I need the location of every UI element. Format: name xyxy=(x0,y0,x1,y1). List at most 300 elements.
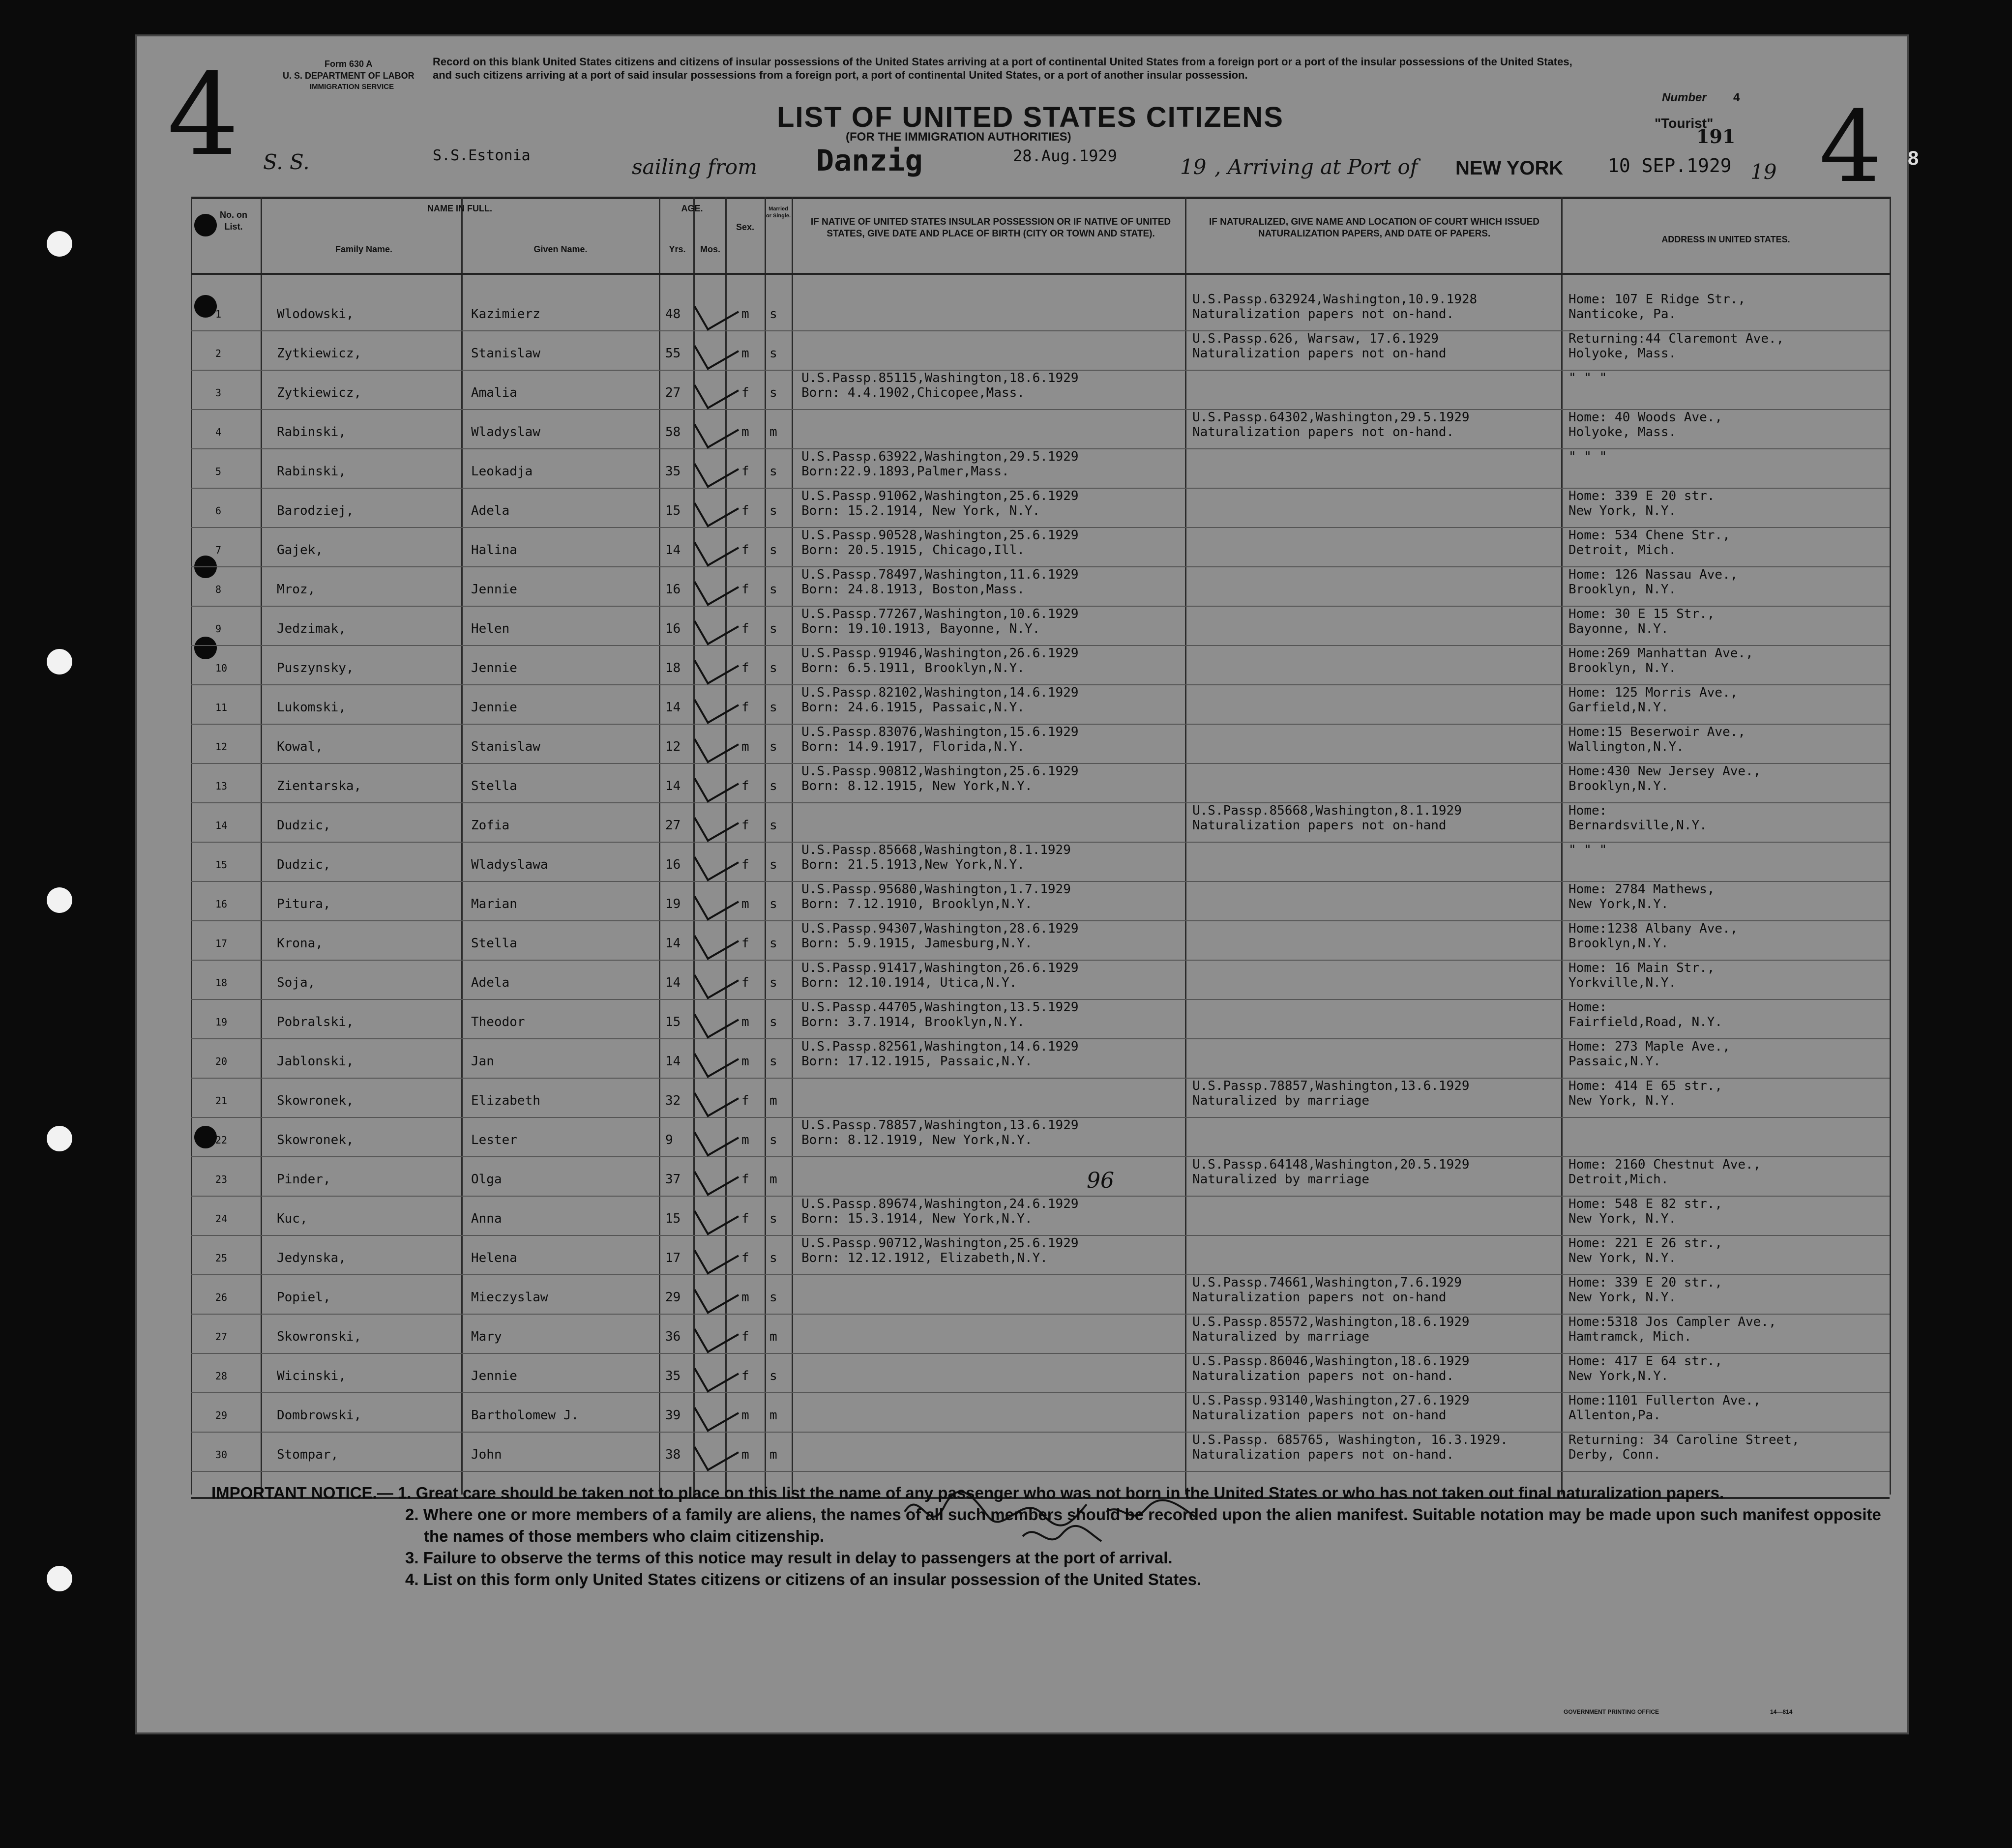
row-no: 22 xyxy=(215,1134,228,1146)
page-marker-right: 4 xyxy=(1819,90,1882,205)
address-line-2: New York, N.Y. xyxy=(1568,503,1677,518)
notice-item-4: 4. List on this form only United States citizens or citizens of an insular possession of the United States. xyxy=(405,1570,1202,1588)
address-line-1: Home:430 New Jersey Ave., xyxy=(1568,764,1761,779)
row-no: 4 xyxy=(215,426,222,438)
age-years: 38 xyxy=(665,1447,681,1462)
sex: f xyxy=(741,385,749,400)
age-years: 27 xyxy=(665,385,681,400)
address-line-1: Home: 534 Chene Str., xyxy=(1568,528,1730,543)
family-name: Dudzic, xyxy=(277,857,331,872)
row-no: 13 xyxy=(215,780,228,792)
marital-status: s xyxy=(769,1133,777,1147)
birth-date-place: Born: 5.9.1915, Jamesburg,N.Y. xyxy=(801,936,1033,951)
punch-hole xyxy=(47,887,72,913)
naturalization-passport: U.S.Passp.86046,Washington,18.6.1929 xyxy=(1192,1354,1470,1369)
age-years: 14 xyxy=(665,543,681,557)
marital-status: s xyxy=(769,582,777,597)
age-years: 55 xyxy=(665,346,681,361)
naturalization-note: Naturalization papers not on-hand xyxy=(1192,818,1447,833)
given-name: Mieczyslaw xyxy=(471,1290,548,1305)
marital-status: s xyxy=(769,1015,777,1029)
marital-status: s xyxy=(769,385,777,400)
given-name: Helen xyxy=(471,621,510,636)
col-header-married: Married or Single. xyxy=(766,206,791,219)
birth-date-place: Born: 8.12.1915, New York,N.Y. xyxy=(801,779,1033,793)
row-no: 24 xyxy=(215,1213,228,1225)
port-from: Danzig xyxy=(816,144,923,178)
annotation-96: 96 xyxy=(1087,1168,1114,1193)
row-no: 19 xyxy=(215,1016,228,1028)
row-no: 11 xyxy=(215,702,228,713)
birth-passport: U.S.Passp.90712,Washington,25.6.1929 xyxy=(801,1236,1079,1251)
given-name: Kazimierz xyxy=(471,307,540,322)
marital-status: s xyxy=(769,975,777,990)
address-line-2: New York,N.Y. xyxy=(1568,1369,1669,1383)
sex: f xyxy=(741,857,749,872)
address-line-1: Home: 2160 Chestnut Ave., xyxy=(1568,1157,1761,1172)
naturalization-passport: U.S.Passp.64302,Washington,29.5.1929 xyxy=(1192,410,1470,425)
marital-status: m xyxy=(769,425,777,440)
address-line-2: Passaic,N.Y. xyxy=(1568,1054,1661,1069)
age-years: 14 xyxy=(665,700,681,715)
given-name: Adela xyxy=(471,503,510,518)
birth-passport: U.S.Passp.83076,Washington,15.6.1929 xyxy=(801,725,1079,739)
year-prefix: 191 xyxy=(1696,125,1736,147)
row-no: 15 xyxy=(215,859,228,871)
given-name: Wladyslawa xyxy=(471,857,548,872)
birth-passport: U.S.Passp.78857,Washington,13.6.1929 xyxy=(801,1118,1079,1133)
marital-status: s xyxy=(769,346,777,361)
address-line-1: Returning: 34 Caroline Street, xyxy=(1568,1433,1800,1447)
address-line-1: Home: 339 E 20 str. xyxy=(1568,489,1715,503)
birth-date-place: Born: 8.12.1919, New York,N.Y. xyxy=(801,1133,1033,1147)
address-line-2: Yorkville,N.Y. xyxy=(1568,975,1677,990)
birth-passport: U.S.Passp.91062,Washington,25.6.1929 xyxy=(801,489,1079,503)
naturalization-passport: U.S.Passp.85668,Washington,8.1.1929 xyxy=(1192,803,1462,818)
form-subtitle: (FOR THE IMMIGRATION AUTHORITIES) xyxy=(846,130,1071,144)
age-years: 36 xyxy=(665,1329,681,1344)
sex: m xyxy=(741,897,749,911)
class-note: "Tourist" xyxy=(1655,116,1714,131)
marital-status: s xyxy=(769,543,777,557)
address-line-2: New York, N.Y. xyxy=(1568,1093,1677,1108)
row-no: 23 xyxy=(215,1173,228,1185)
address-line-2: Holyoke, Mass. xyxy=(1568,425,1677,440)
naturalization-note: Naturalization papers not on-hand. xyxy=(1192,1369,1454,1383)
age-years: 16 xyxy=(665,857,681,872)
address-line-2: Brooklyn,N.Y. xyxy=(1568,779,1669,793)
given-name: Halina xyxy=(471,543,517,557)
age-years: 16 xyxy=(665,621,681,636)
given-name: Stanislaw xyxy=(471,346,540,361)
row-no: 2 xyxy=(215,348,222,359)
family-name: Jedzimak, xyxy=(277,621,346,636)
family-name: Pobralski, xyxy=(277,1015,354,1029)
family-name: Wicinski, xyxy=(277,1369,346,1383)
edge-mark: 8 xyxy=(1908,147,1919,169)
sex: f xyxy=(741,1251,749,1265)
birth-date-place: Born: 4.4.1902,Chicopee,Mass. xyxy=(801,385,1025,400)
col-header-name-in-full: NAME IN FULL. xyxy=(427,204,492,213)
naturalization-passport: U.S.Passp.85572,Washington,18.6.1929 xyxy=(1192,1315,1470,1329)
page-marker-left: 4 xyxy=(167,50,239,181)
notice-item-1-text: 1. Great care should be taken not to place on this list the name of any passenger who was not born in the United States or who has not taken out final naturalization papers. xyxy=(397,1484,1724,1502)
col-divider xyxy=(693,197,695,1495)
address-line-1: Home: 414 E 65 str., xyxy=(1568,1079,1723,1093)
naturalization-note: Naturalization papers not on-hand. xyxy=(1192,425,1454,440)
family-name: Popiel, xyxy=(277,1290,331,1305)
col-divider xyxy=(261,197,262,1495)
age-years: 12 xyxy=(665,739,681,754)
given-name: Jan xyxy=(471,1054,494,1069)
given-name: Stella xyxy=(471,936,517,951)
address-line-1: Home: 30 E 15 Str., xyxy=(1568,607,1715,621)
sex: m xyxy=(741,1054,749,1069)
given-name: Theodor xyxy=(471,1015,525,1029)
family-name: Mroz, xyxy=(277,582,316,597)
address-line-2: Detroit,Mich. xyxy=(1568,1172,1669,1187)
family-name: Rabinski, xyxy=(277,425,346,440)
address-line-1: Home: xyxy=(1568,803,1607,818)
sex: f xyxy=(741,1093,749,1108)
marital-status: s xyxy=(769,1369,777,1383)
form-title: LIST OF UNITED STATES CITIZENS xyxy=(777,101,1284,133)
preamble: Record on this blank United States citizens and citizens of insular possessions of the United States arriving at a port of continental United States from a foreign port or a port of the insular possessions of the United States, and such citizens arriving at a port of said insular possessions from a foreign port, a port of continental United States, or a port of another insular possession. xyxy=(433,56,1572,81)
given-name: Wladyslaw xyxy=(471,425,540,440)
notice-item-2: 2. Where one or more members of a family are aliens, the names of all such members should be recorded upon the alien manifest. Suitable notation may be made upon such manifest opposite the names of those members who claim citizenship. xyxy=(405,1505,1881,1545)
given-name: Zofia xyxy=(471,818,510,833)
col-header-address: ADDRESS IN UNITED STATES. xyxy=(1661,235,1790,244)
family-name: Lukomski, xyxy=(277,700,346,715)
sex: f xyxy=(741,818,749,833)
sex: f xyxy=(741,1369,749,1383)
sailing-label: sailing from xyxy=(632,155,757,179)
address-line-1: Home: 273 Maple Ave., xyxy=(1568,1039,1730,1054)
col-divider xyxy=(792,197,793,1495)
marital-status: s xyxy=(769,779,777,793)
arriving-label: , Arriving at Port of xyxy=(1214,155,1418,179)
marital-status: s xyxy=(769,464,777,479)
address-line-1: Home: 548 E 82 str., xyxy=(1568,1197,1723,1211)
given-name: Jennie xyxy=(471,661,517,675)
address-line-2: Hamtramck, Mich. xyxy=(1568,1329,1692,1344)
naturalization-passport: U.S.Passp.93140,Washington,27.6.1929 xyxy=(1192,1393,1470,1408)
address-line-1: Home: 125 Morris Ave., xyxy=(1568,685,1738,700)
age-years: 15 xyxy=(665,503,681,518)
address-line-1: " " " xyxy=(1568,843,1607,857)
family-name: Dombrowski, xyxy=(277,1408,362,1423)
birth-date-place: Born: 6.5.1911, Brooklyn,N.Y. xyxy=(801,661,1025,675)
marital-status: s xyxy=(769,661,777,675)
row-no: 17 xyxy=(215,938,228,949)
address-line-1: Home:1238 Albany Ave., xyxy=(1568,921,1738,936)
birth-date-place: Born: 19.10.1913, Bayonne, N.Y. xyxy=(801,621,1040,636)
marital-status: m xyxy=(769,1447,777,1462)
naturalization-passport: U.S.Passp.78857,Washington,13.6.1929 xyxy=(1192,1079,1470,1093)
marital-status: m xyxy=(769,1329,777,1344)
birth-passport: U.S.Passp.91946,Washington,26.6.1929 xyxy=(801,646,1079,661)
naturalization-note: Naturalized by marriage xyxy=(1192,1172,1370,1187)
row-no: 16 xyxy=(215,898,228,910)
address-line-2: Detroit, Mich. xyxy=(1568,543,1677,557)
address-line-2: Brooklyn, N.Y. xyxy=(1568,582,1677,597)
age-years: 18 xyxy=(665,661,681,675)
family-name: Krona, xyxy=(277,936,323,951)
naturalization-passport: U.S.Passp.64148,Washington,20.5.1929 xyxy=(1192,1157,1470,1172)
year-label-1: 19 xyxy=(1180,155,1207,179)
birth-passport: U.S.Passp.90812,Washington,25.6.1929 xyxy=(801,764,1079,779)
row-no: 21 xyxy=(215,1095,228,1107)
col-divider xyxy=(1185,197,1186,1495)
birth-date-place: Born: 20.5.1915, Chicago,Ill. xyxy=(801,543,1025,557)
address-line-2: Brooklyn,N.Y. xyxy=(1568,936,1669,951)
birth-date-place: Born: 15.3.1914, New York,N.Y. xyxy=(801,1211,1033,1226)
given-name: Stanislaw xyxy=(471,739,540,754)
sex: f xyxy=(741,1211,749,1226)
form-number: Form 630 A xyxy=(325,59,373,69)
given-name: Adela xyxy=(471,975,510,990)
age-years: 27 xyxy=(665,818,681,833)
sex: m xyxy=(741,307,749,322)
birth-passport: U.S.Passp.89674,Washington,24.6.1929 xyxy=(801,1197,1079,1211)
col-header-age: AGE. xyxy=(681,204,703,213)
birth-passport: U.S.Passp.44705,Washington,13.5.1929 xyxy=(801,1000,1079,1015)
age-years: 14 xyxy=(665,936,681,951)
sex: m xyxy=(741,1447,749,1462)
address-line-1: Home: 16 Main Str., xyxy=(1568,961,1715,975)
sex: f xyxy=(741,543,749,557)
given-name: Jennie xyxy=(471,1369,517,1383)
given-name: Elizabeth xyxy=(471,1093,540,1108)
header-rule xyxy=(191,273,1890,275)
port-to: NEW YORK xyxy=(1455,157,1564,179)
col-header-given: Given Name. xyxy=(533,244,588,254)
address-line-2: New York, N.Y. xyxy=(1568,1211,1677,1226)
birth-passport: U.S.Passp.85115,Washington,18.6.1929 xyxy=(801,371,1079,385)
given-name: Mary xyxy=(471,1329,502,1344)
family-name: Gajek, xyxy=(277,543,323,557)
birth-date-place: Born: 12.10.1914, Utica,N.Y. xyxy=(801,975,1017,990)
given-name: John xyxy=(471,1447,502,1462)
sex: f xyxy=(741,621,749,636)
notice-item-3: 3. Failure to observe the terms of this notice may result in delay to passengers at the port of arrival. xyxy=(405,1549,1173,1567)
marital-status: s xyxy=(769,936,777,951)
sex: f xyxy=(741,1329,749,1344)
row-no: 20 xyxy=(215,1056,228,1067)
birth-date-place: Born: 24.8.1913, Boston,Mass. xyxy=(801,582,1025,597)
family-name: Stompar, xyxy=(277,1447,339,1462)
row-no: 18 xyxy=(215,977,228,989)
sex: f xyxy=(741,936,749,951)
birth-passport: U.S.Passp.82102,Washington,14.6.1929 xyxy=(801,685,1079,700)
family-name: Skowronski, xyxy=(277,1329,362,1344)
row-no: 28 xyxy=(215,1370,228,1382)
row-no: 27 xyxy=(215,1331,228,1343)
birth-date-place: Born: 21.5.1913,New York,N.Y. xyxy=(801,857,1025,872)
row-no: 30 xyxy=(215,1449,228,1461)
given-name: Marian xyxy=(471,897,517,911)
address-line-2: Garfield,N.Y. xyxy=(1568,700,1669,715)
age-years: 37 xyxy=(665,1172,681,1187)
col-header-no: No. on List. xyxy=(220,210,247,232)
row-no: 25 xyxy=(215,1252,228,1264)
birth-date-place: Born: 14.9.1917, Florida,N.Y. xyxy=(801,739,1025,754)
row-no: 6 xyxy=(215,505,222,517)
naturalization-note: Naturalized by marriage xyxy=(1192,1093,1370,1108)
address-line-1: Home: 221 E 26 str., xyxy=(1568,1236,1723,1251)
given-name: Amalia xyxy=(471,385,517,400)
sex: f xyxy=(741,464,749,479)
address-line-1: Home: 107 E Ridge Str., xyxy=(1568,292,1746,307)
birth-passport: U.S.Passp.63922,Washington,29.5.1929 xyxy=(801,449,1079,464)
col-divider xyxy=(1890,197,1891,1495)
naturalization-passport: U.S.Passp.74661,Washington,7.6.1929 xyxy=(1192,1275,1462,1290)
punch-hole xyxy=(47,231,72,257)
naturalization-note: Naturalization papers not on-hand xyxy=(1192,1408,1447,1423)
birth-date-place: Born: 24.6.1915, Passaic,N.Y. xyxy=(801,700,1025,715)
age-years: 48 xyxy=(665,307,681,322)
given-name: Leokadja xyxy=(471,464,533,479)
address-line-1: Home: 126 Nassau Ave., xyxy=(1568,567,1738,582)
address-line-2: New York, N.Y. xyxy=(1568,1251,1677,1265)
col-divider xyxy=(659,197,660,1495)
given-name: Jennie xyxy=(471,582,517,597)
address-line-2: Wallington,N.Y. xyxy=(1568,739,1684,754)
sex: m xyxy=(741,1290,749,1305)
address-line-1: Home: 40 Woods Ave., xyxy=(1568,410,1723,425)
naturalization-note: Naturalization papers not on-hand xyxy=(1192,1290,1447,1305)
sex: m xyxy=(741,739,749,754)
family-name: Dudzic, xyxy=(277,818,331,833)
age-years: 19 xyxy=(665,897,681,911)
sex: f xyxy=(741,1172,749,1187)
sex: f xyxy=(741,661,749,675)
punch-hole xyxy=(47,1126,72,1151)
birth-passport: U.S.Passp.90528,Washington,25.6.1929 xyxy=(801,528,1079,543)
marital-status: s xyxy=(769,857,777,872)
arrive-date: 10 SEP.1929 xyxy=(1608,155,1732,176)
family-name: Puszynsky, xyxy=(277,661,354,675)
marital-status: s xyxy=(769,700,777,715)
address-line-2: Nanticoke, Pa. xyxy=(1568,307,1677,322)
family-name: Kowal, xyxy=(277,739,323,754)
address-line-1: Home:269 Manhattan Ave., xyxy=(1568,646,1753,661)
birth-date-place: Born: 12.12.1912, Elizabeth,N.Y. xyxy=(801,1251,1048,1265)
ss-label: S. S. xyxy=(263,150,310,174)
row-no: 8 xyxy=(215,584,222,595)
naturalization-note: Naturalized by marriage xyxy=(1192,1329,1370,1344)
birth-passport: U.S.Passp.82561,Washington,14.6.1929 xyxy=(801,1039,1079,1054)
age-years: 32 xyxy=(665,1093,681,1108)
naturalization-note: Naturalization papers not on-hand. xyxy=(1192,1447,1454,1462)
address-line-2: Allenton,Pa. xyxy=(1568,1408,1661,1423)
sex: f xyxy=(741,975,749,990)
address-line-1: Home: 417 E 64 str., xyxy=(1568,1354,1723,1369)
marital-status: m xyxy=(769,1093,777,1108)
row-rule xyxy=(191,1471,1890,1472)
sex: m xyxy=(741,346,749,361)
marital-status: s xyxy=(769,739,777,754)
age-years: 14 xyxy=(665,779,681,793)
age-years: 15 xyxy=(665,1015,681,1029)
sex: f xyxy=(741,503,749,518)
row-no: 3 xyxy=(215,387,222,399)
birth-passport: U.S.Passp.78497,Washington,11.6.1929 xyxy=(801,567,1079,582)
row-no: 1 xyxy=(215,308,222,320)
address-line-1: Home: 339 E 20 str., xyxy=(1568,1275,1723,1290)
address-line-1: Returning:44 Claremont Ave., xyxy=(1568,331,1784,346)
family-name: Zientarska, xyxy=(277,779,362,793)
number-label: Number xyxy=(1662,91,1707,104)
col-divider xyxy=(461,197,463,1495)
family-name: Rabinski, xyxy=(277,464,346,479)
age-years: 58 xyxy=(665,425,681,440)
family-name: Jablonski, xyxy=(277,1054,354,1069)
age-years: 35 xyxy=(665,464,681,479)
col-header-family: Family Name. xyxy=(335,244,393,254)
given-name: Anna xyxy=(471,1211,502,1226)
birth-passport: U.S.Passp.91417,Washington,26.6.1929 xyxy=(801,961,1079,975)
given-name: Bartholomew J. xyxy=(471,1408,579,1423)
col-divider xyxy=(191,197,192,1495)
printer-code: 14—814 xyxy=(1770,1708,1793,1715)
marital-status: s xyxy=(769,897,777,911)
sex: m xyxy=(741,1015,749,1029)
col-header-native: IF NATIVE OF UNITED STATES INSULAR POSSESSION OR IF NATIVE OF UNITED STATES, GIVE DATE AND PLACE OF BIRTH (CITY OR TOWN AND STATE). xyxy=(810,217,1171,239)
row-no: 10 xyxy=(215,662,228,674)
row-rule xyxy=(191,802,1890,803)
family-name: Kuc, xyxy=(277,1211,308,1226)
naturalization-note: Naturalization papers not on-hand. xyxy=(1192,307,1454,322)
col-header-mos: Mos. xyxy=(700,244,720,254)
col-divider xyxy=(765,197,766,1495)
address-line-2: Bayonne, N.Y. xyxy=(1568,621,1669,636)
row-no: 29 xyxy=(215,1409,228,1421)
birth-date-place: Born: 17.12.1915, Passaic,N.Y. xyxy=(801,1054,1033,1069)
col-header-naturalized: IF NATURALIZED, GIVE NAME AND LOCATION OF COURT WHICH ISSUED NATURALIZATION PAPERS, AND DATE OF PAPERS. xyxy=(1209,217,1539,239)
marital-status: s xyxy=(769,818,777,833)
notice-item-1 xyxy=(211,1482,1883,1504)
ship-name: S.S.Estonia xyxy=(433,147,531,164)
marital-status: s xyxy=(769,621,777,636)
important-notice xyxy=(211,1482,1883,1590)
address-line-2: Derby, Conn. xyxy=(1568,1447,1661,1462)
age-years: 39 xyxy=(665,1408,681,1423)
age-years: 35 xyxy=(665,1369,681,1383)
row-no: 7 xyxy=(215,544,222,556)
printer-label: GOVERNMENT PRINTING OFFICE xyxy=(1564,1708,1659,1715)
family-name: Jedynska, xyxy=(277,1251,346,1265)
given-name: Lester xyxy=(471,1133,517,1147)
address-line-2: Fairfield,Road, N.Y. xyxy=(1568,1015,1723,1029)
family-name: Pitura, xyxy=(277,897,331,911)
family-name: Barodziej, xyxy=(277,503,354,518)
family-name: Pinder, xyxy=(277,1172,331,1187)
col-divider xyxy=(1561,197,1563,1495)
family-name: Skowronek, xyxy=(277,1093,354,1108)
birth-date-place: Born: 3.7.1914, Brooklyn,N.Y. xyxy=(801,1015,1025,1029)
address-line-2: New York, N.Y. xyxy=(1568,1290,1677,1305)
sex: m xyxy=(741,425,749,440)
age-years: 14 xyxy=(665,975,681,990)
notice-heading: IMPORTANT NOTICE.— xyxy=(211,1484,393,1502)
age-years: 9 xyxy=(665,1133,673,1147)
naturalization-note: Naturalization papers not on-hand xyxy=(1192,346,1447,361)
address-line-1: " " " xyxy=(1568,449,1607,464)
marital-status: s xyxy=(769,1251,777,1265)
year-label-2: 19 xyxy=(1750,160,1777,184)
row-no: 5 xyxy=(215,466,222,477)
